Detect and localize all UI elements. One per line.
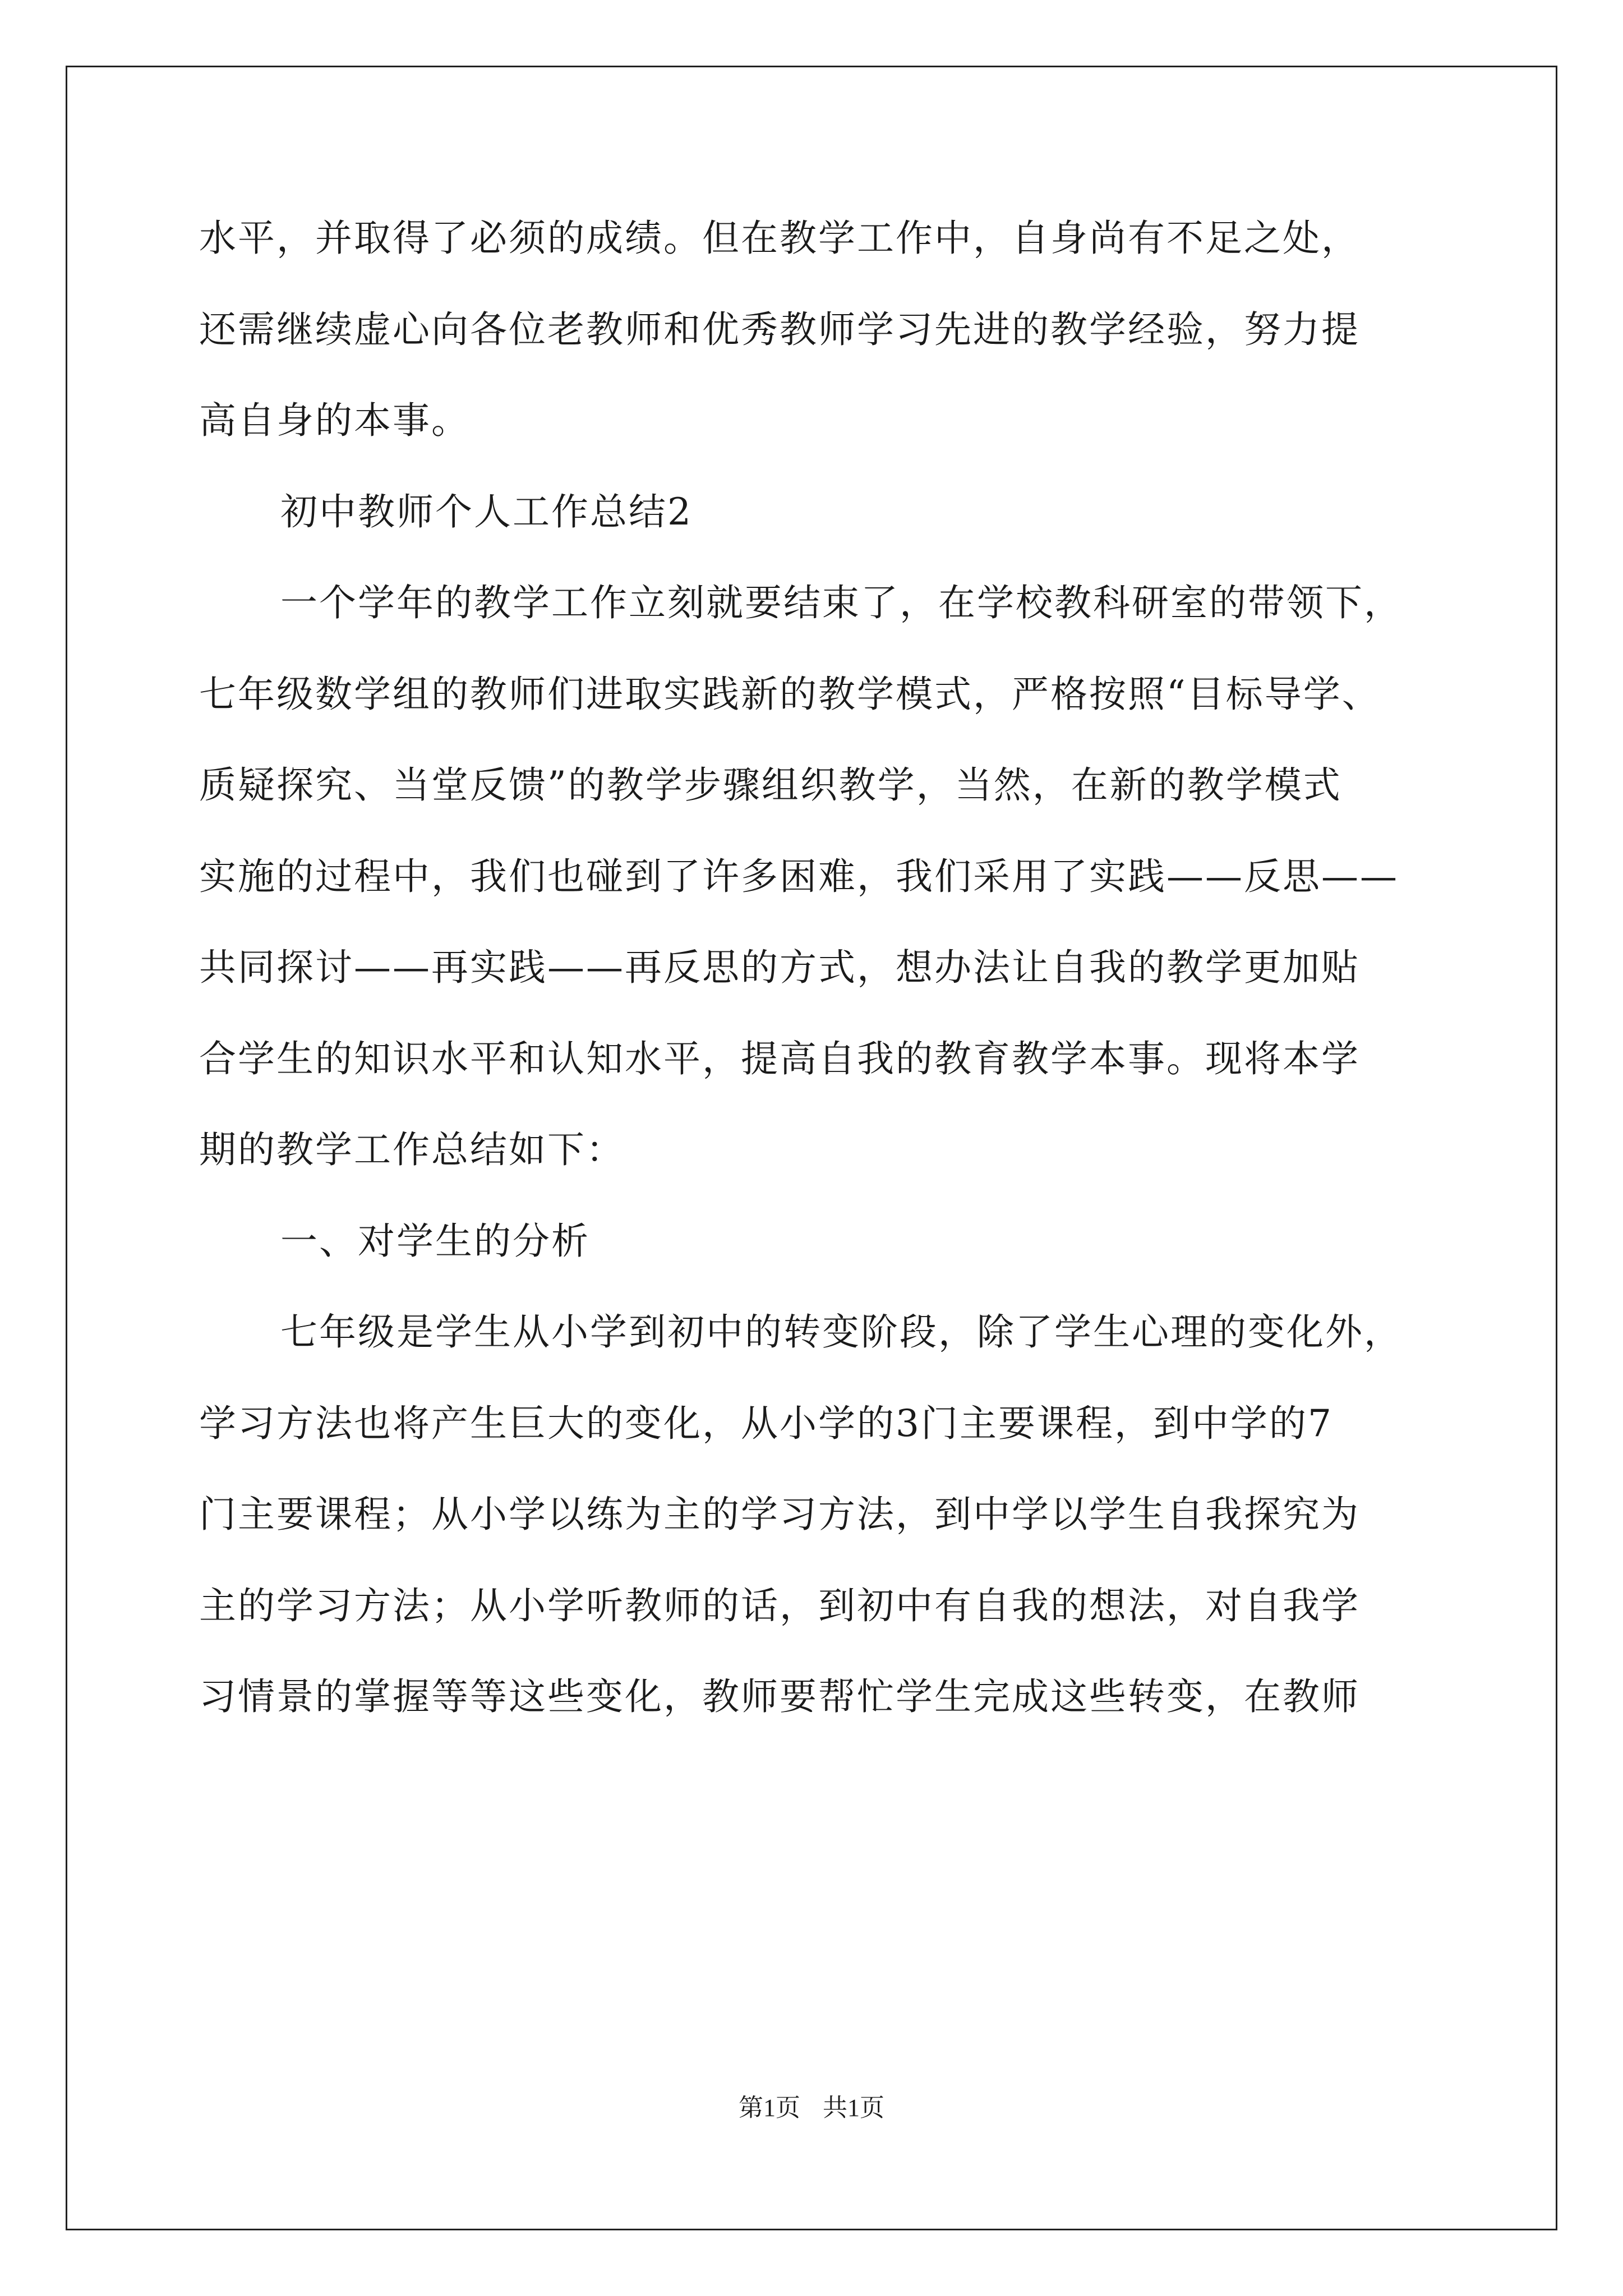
text-line: 实施的过程中，我们也碰到了许多困难，我们采用了实践——反思—— [199,855,1399,898]
page-footer [0,2096,1623,2120]
page-number-total: 共1页 [823,2094,884,2122]
section-title: 初中教师个人工作总结2 [280,490,693,533]
page-number-current: 第1页 [739,2094,800,2122]
text-line: 还需继续虚心向各位老教师和优秀教师学习先进的教学经验，努力提 [199,308,1360,351]
text-line: 共同探讨——再实践——再反思的方式，想办法让自我的教学更加贴 [199,946,1360,989]
text-line: 门主要课程；从小学以练为主的学习方法，到中学以学生自我探究为 [199,1493,1360,1536]
document-body [199,217,1433,1718]
text-line: 高自身的本事。 [199,399,470,442]
text-line: 一个学年的教学工作立刻就要结束了，在学校教科研室的带领下， [280,581,1403,624]
text-line: 质疑探究、当堂反馈”的教学步骤组织教学，当然，在新的教学模式 [199,763,1342,807]
text-line: 学习方法也将产生巨大的变化，从小学的3门主要课程，到中学的7 [199,1402,1333,1445]
text-line: 七年级是学生从小学到初中的转变阶段，除了学生心理的变化外， [280,1310,1403,1354]
text-line: 七年级数学组的教师们进取实践新的教学模式，严格按照“目标导学、 [199,673,1381,716]
section-heading: 一、对学生的分析 [280,1220,590,1263]
text-line: 合学生的知识水平和认知水平，提高自我的教育教学本事。现将本学 [199,1037,1360,1080]
text-line: 主的学习方法；从小学听教师的话，到初中有自我的想法，对自我学 [199,1584,1360,1627]
text-line: 习情景的掌握等等这些变化，教师要帮忙学生完成这些转变，在教师 [199,1675,1360,1718]
text-line: 期的教学工作总结如下： [199,1128,625,1171]
text-line: 水平，并取得了必须的成绩。但在教学工作中，自身尚有不足之处， [199,217,1360,260]
